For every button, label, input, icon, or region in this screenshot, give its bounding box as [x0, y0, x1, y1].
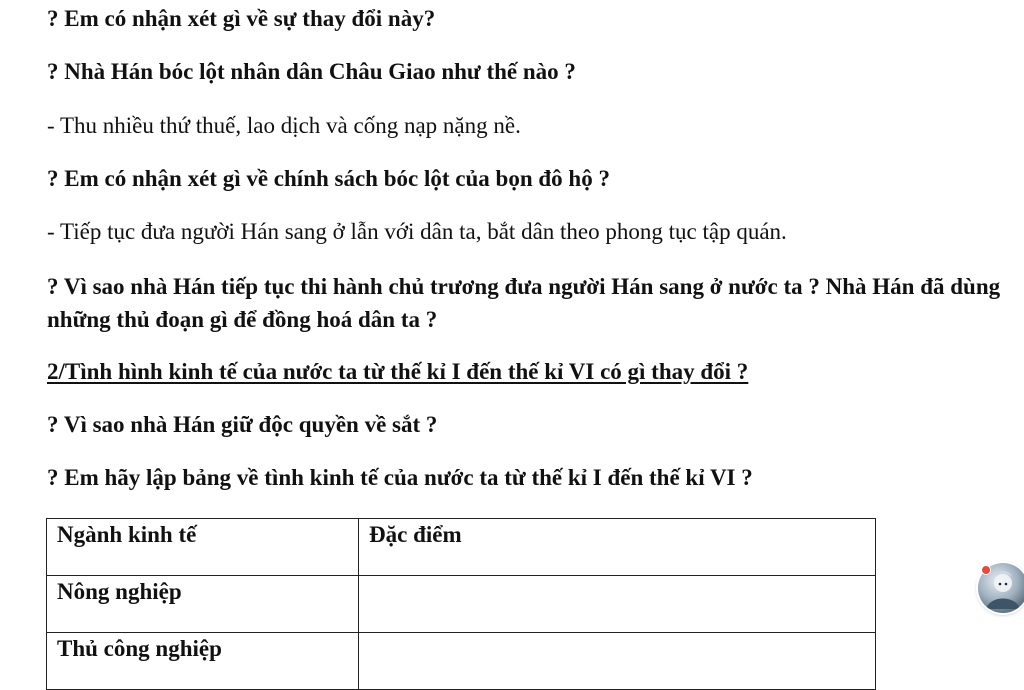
- question-iron-monopoly: ? Vì sao nhà Hán giữ độc quyền về sắt ?: [47, 412, 438, 437]
- answer-han-exploitation: - Thu nhiều thứ thuế, lao dịch và cống nạp nặng nề.: [47, 113, 521, 138]
- table-header-cell: Đặc điểm: [359, 519, 876, 576]
- economy-table: [46, 518, 876, 690]
- table-row: [47, 576, 876, 633]
- answer-exploitation-policy: - Tiếp tục đưa người Hán sang ở lẫn với dân ta, bắt dân theo phong tục tập quán.: [47, 219, 787, 244]
- table-cell: Nông nghiệp: [47, 576, 359, 633]
- table-cell: Thủ công nghiệp: [47, 633, 359, 690]
- table-header-cell: Ngành kinh tế: [47, 519, 359, 576]
- section-heading-economy: 2/Tình hình kinh tế của nước ta từ thế kỉ I đến thế kỉ VI có gì thay đổi ?: [47, 359, 749, 384]
- question-make-table: ? Em hãy lập bảng về tình kinh tế của nước ta từ thế kỉ I đến thế kỉ VI ?: [47, 465, 753, 490]
- table-cell: [359, 633, 876, 690]
- question-han-exploitation: ? Nhà Hán bóc lột nhân dân Châu Giao như thế nào ?: [47, 59, 576, 84]
- question-exploitation-policy: ? Em có nhận xét gì về chính sách bóc lột của bọn đô hộ ?: [47, 166, 610, 191]
- table-header-row: [47, 519, 876, 576]
- table-row: [47, 633, 876, 690]
- notification-dot: [981, 565, 991, 575]
- question-change-remark: ? Em có nhận xét gì về sự thay đổi này?: [47, 6, 436, 31]
- table-cell: [359, 576, 876, 633]
- question-assimilation: ? Vì sao nhà Hán tiếp tục thi hành chủ trương đưa người Hán sang ở nước ta ? Nhà Hán đã dùng những thủ đoạn gì để đồng hoá dân ta ?: [47, 274, 1001, 332]
